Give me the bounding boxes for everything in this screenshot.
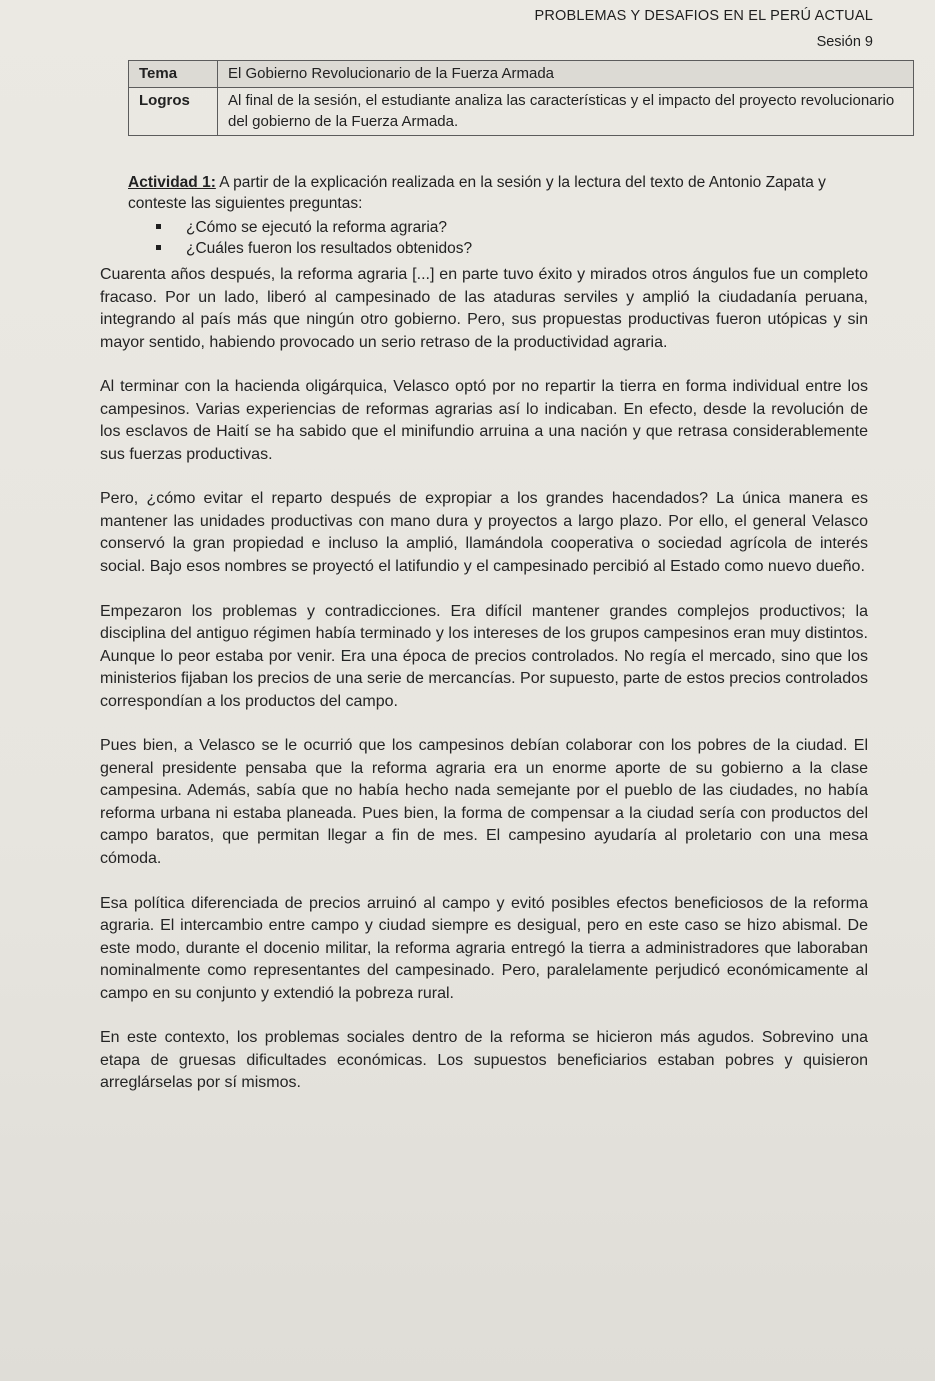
paragraph: Pero, ¿cómo evitar el reparto después de expropiar a los grandes hacendados? La única manera es mantener las unidades productivas con mano dura y proyectos a largo plazo. Por ello, el general Velasco conservó la gran propiedad e incluso la amplió, llamándola cooperativa o sociedad agrícola de interés social. Bajo esos nombres se proyectó el latifundio y el campesinado percibió al Estado como nuevo dueño. bbox=[100, 490, 868, 576]
question-list bbox=[128, 217, 888, 260]
paragraph: Al terminar con la hacienda oligárquica, Velasco optó por no repartir la tierra en forma individual entre los campesinos. Varias experiencias de reformas agrarias así lo indicaban. En efecto, desde la revolución de los esclavos de Haití se ha sabido que el minifundio arruina a una nación y que retrasa considerablemente sus fuerzas productivas. bbox=[100, 378, 868, 463]
table-value-logros: Al final de la sesión, el estudiante analiza las características y el impacto del proyecto revolucionario del gobierno de la Fuerza Armada. bbox=[218, 88, 914, 136]
activity-instruction bbox=[128, 172, 888, 215]
course-title: PROBLEMAS Y DESAFIOS EN EL PERÚ ACTUAL bbox=[534, 8, 873, 24]
question-item: ¿Cuáles fueron los resultados obtenidos? bbox=[156, 238, 888, 259]
table-label-logros: Logros bbox=[129, 88, 218, 136]
session-info-table bbox=[128, 60, 914, 136]
paragraph: Empezaron los problemas y contradicciones. Era difícil mantener grandes complejos productivos; la disciplina del antiguo régimen había terminado y los intereses de los grupos campesinos eran muy distintos. Aunque lo peor estaba por venir. Era una época de precios controlados. No regía el mercado, sino que los ministerios fijaban los precios de una serie de mercancías. Por supuesto, parte de estos precios controlados correspondían a los productos del campo. bbox=[100, 602, 868, 710]
paragraph: Pues bien, a Velasco se le ocurrió que los campesinos debían colaborar con los pobres de la ciudad. El general presidente pensaba que la reforma agraria era un enorme aporte de su gobierno a la clase campesina. Además, sabía que no había hecho nada semejante por el pueblo de las ciudades, no había reforma urbana ni estaba planeada. Pues bien, la forma de compensar a la ciudad sería con productos del campo baratos, que permitan llegar a fin de mes. El campesino ayudaría al proletario con una mesa cómoda. bbox=[100, 737, 868, 868]
activity-instruction-text: A partir de la explicación realizada en la sesión y la lectura del texto de Antonio Zapata y conteste las siguientes preguntas: bbox=[128, 174, 826, 213]
activity-label: Actividad 1: bbox=[128, 174, 216, 191]
table-row-tema bbox=[129, 61, 914, 88]
activity-section bbox=[128, 172, 888, 260]
paragraph: Esa política diferenciada de precios arruinó al campo y evitó posibles efectos beneficiosos de la reforma agraria. El intercambio entre campo y ciudad siempre es desigual, pero en este caso se hizo abismal. De este modo, durante el docenio militar, la reforma agraria entregó la tierra a administradores que laboraban nominalmente como representantes del campesinado. Pero, paralelamente perjudicó económicamente al campo en su conjunto y extendió la pobreza rural. bbox=[100, 894, 868, 1002]
session-number: Sesión 9 bbox=[816, 34, 873, 50]
table-value-tema: El Gobierno Revolucionario de la Fuerza Armada bbox=[218, 61, 914, 88]
paragraph: En este contexto, los problemas sociales dentro de la reforma se hicieron más agudos. Sobrevino una etapa de gruesas dificultades económicas. Los supuestos beneficiarios estaban pobres y quisieron arreglárselas por sí mismos. bbox=[100, 1029, 868, 1092]
question-item: ¿Cómo se ejecutó la reforma agraria? bbox=[156, 217, 888, 238]
paragraph: Cuarenta años después, la reforma agraria [...] en parte tuvo éxito y mirados otros ángulos fue un completo fracaso. Por un lado, liberó al campesinado de las ataduras serviles y amplió la ciudadanía peruana, integrando al país más que ningún otro gobierno. Pero, sus propuestas productivas fueron utópicas y sin mayor sentido, habiendo provocado un serio retraso de la productividad agraria. bbox=[100, 266, 868, 351]
reading-text bbox=[100, 264, 868, 1117]
table-row-logros bbox=[129, 88, 914, 136]
table-label-tema: Tema bbox=[129, 61, 218, 88]
page-header bbox=[534, 8, 873, 50]
